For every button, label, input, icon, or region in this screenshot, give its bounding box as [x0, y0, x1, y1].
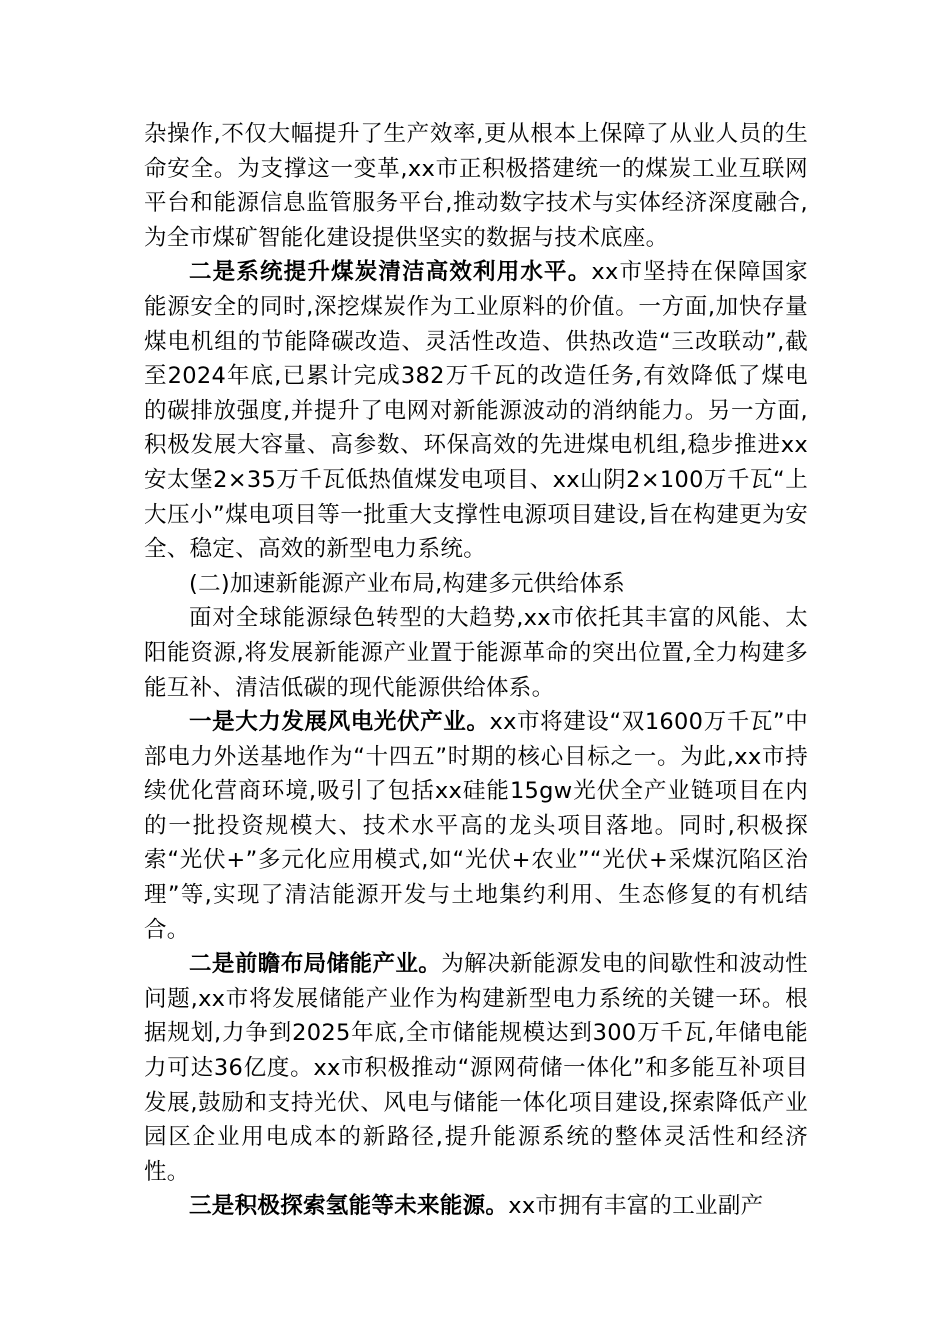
paragraph-text: 面对全球能源绿色转型的大趋势,xx市依托其丰富的风能、太阳能资源,将发展新能源产业置于能源革命的突出位置,全力构建多能互补、清洁低碳的现代能源供给体系。 — [144, 605, 808, 701]
paragraph-text: 杂操作,不仅大幅提升了生产效率,更从根本上保障了从业人员的生命安全。为支撑这一变革,xx市正积极搭建统一的煤炭工业互联网平台和能源信息监管服务平台,推动数字技术与实体经济深度融合,为全市煤矿智能化建设提供坚实的数据与技术底座。 — [144, 121, 808, 251]
paragraph-lead: 一是大力发展风电光伏产业。 — [189, 709, 490, 736]
paragraph-lead: 二是系统提升煤炭清洁高效利用水平。 — [189, 259, 592, 286]
paragraph-text: 为解决新能源发电的间歇性和波动性问题,xx市将发展储能产业作为构建新型电力系统的关键一环。根据规划,力争到2025年底,全市储能规模达到300万千瓦,年储电能力可达36亿度。xx市积极推动“源网荷储一体化”和多能互补项目发展,鼓励和支持光伏、风电与储能一体化项目建设,探索降低产业园区企业用电成本的新路径,提升能源系统的整体灵活性和经济性。 — [144, 951, 808, 1185]
document-page — [144, 117, 808, 1224]
paragraph-text: xx市坚持在保障国家能源安全的同时,深挖煤炭作为工业原料的价值。一方面,加快存量煤电机组的节能降碳改造、灵活性改造、供热改造“三改联动”,截至2024年底,已累计完成382万千瓦的改造任务,有效降低了煤电的碳排放强度,并提升了电网对新能源波动的消纳能力。另一方面,积极发展大容量、高参数、环保高效的先进煤电机组,稳步推进xx安太堡2×35万千瓦低热值煤发电项目、xx山阴2×100万千瓦“上大压小”煤电项目等一批重大支撑性电源项目建设,旨在构建更为安全、稳定、高效的新型电力系统。 — [144, 259, 808, 563]
paragraph-lead: 二是前瞻布局储能产业。 — [189, 951, 442, 978]
paragraph-lead: 三是积极探索氢能等未来能源。 — [189, 1193, 509, 1220]
paragraph-wind-solar — [144, 705, 808, 947]
section-heading — [144, 567, 808, 602]
paragraph-hydrogen — [144, 1189, 808, 1224]
section-heading-text: (二)加速新能源产业布局,构建多元供给体系 — [189, 570, 626, 597]
paragraph-energy-storage — [144, 947, 808, 1189]
paragraph-new-energy-intro — [144, 601, 808, 705]
paragraph-text: xx市拥有丰富的工业副产 — [508, 1193, 764, 1220]
paragraph-coal-clean-use — [144, 255, 808, 566]
paragraph-continuation — [144, 117, 808, 255]
paragraph-text: xx市将建设“双1600万千瓦”中部电力外送基地作为“十四五”时期的核心目标之一。为此,xx市持续优化营商环境,吸引了包括xx硅能15gw光伏全产业链项目在内的一批投资规模大、技术水平高的龙头项目落地。同时,积极探索“光伏+”多元化应用模式,如“光伏+农业”“光伏+采煤沉陷区治理”等,实现了清洁能源开发与土地集约利用、生态修复的有机结合。 — [144, 709, 808, 943]
